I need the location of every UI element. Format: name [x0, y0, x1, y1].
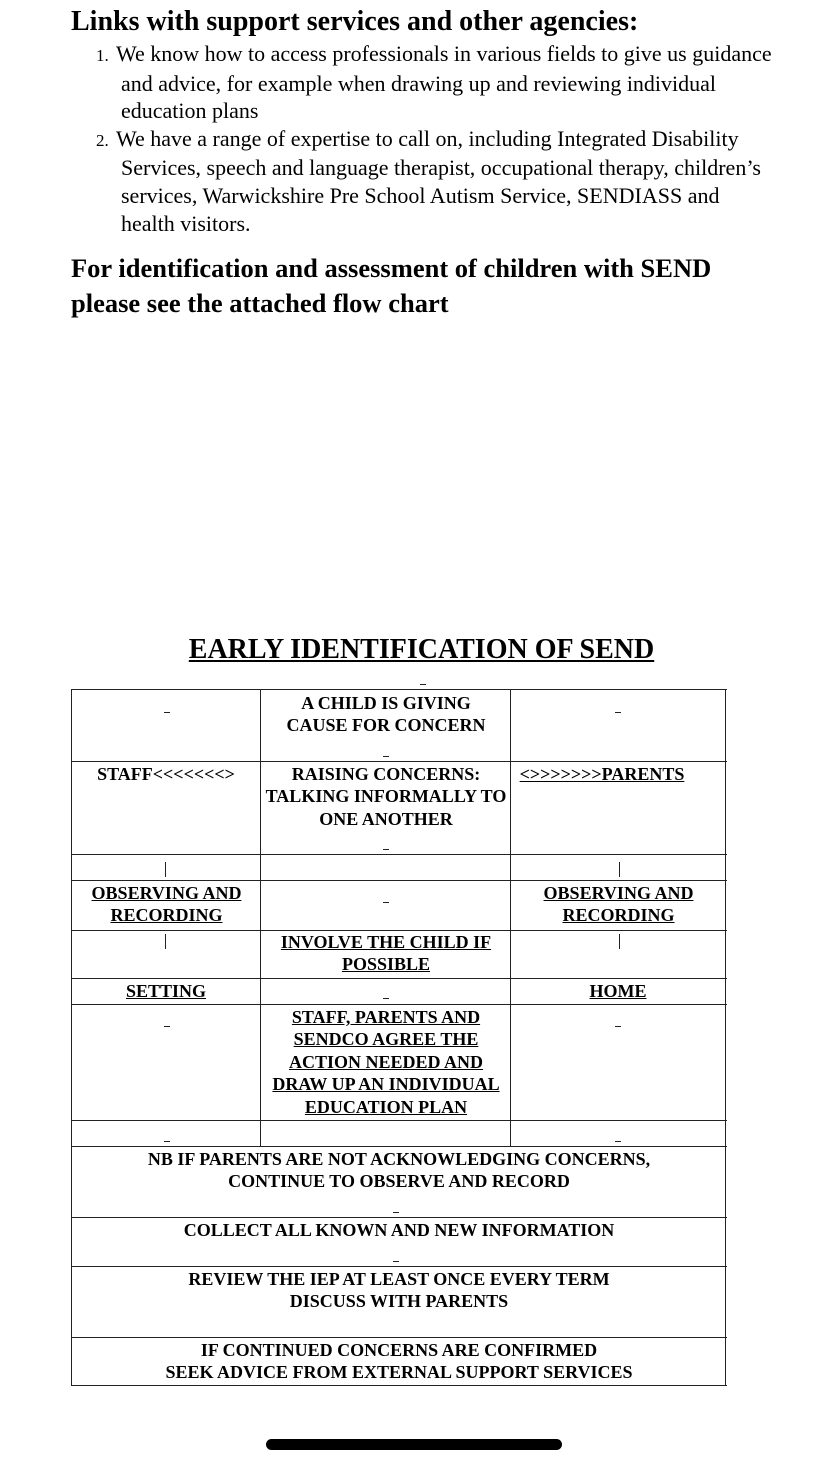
staff-cell: STAFF<<<<<<<>	[97, 764, 235, 784]
collect-info-cell: COLLECT ALL KNOWN AND NEW INFORMATION	[183, 1220, 615, 1240]
list-item-text: We know how to access professionals in various fields to give us guidance and advice, for example when drawing up and reviewing individual education plans	[116, 41, 772, 124]
nb-line-1: NB IF PARENTS ARE NOT ACKNOWLEDGING CONCERNS,	[147, 1149, 651, 1169]
dash-marker	[383, 998, 389, 999]
home-indicator[interactable]	[266, 1439, 562, 1450]
dash-marker	[383, 902, 389, 903]
pipe-marker	[165, 862, 166, 877]
pipe-marker	[619, 862, 620, 877]
continued-line-1: IF CONTINUED CONCERNS ARE CONFIRMED	[200, 1340, 598, 1360]
grid-line	[510, 689, 511, 1146]
review-line-2: DISCUSS WITH PARENTS	[289, 1291, 509, 1312]
review-line-1: REVIEW THE IEP AT LEAST ONCE EVERY TERM	[188, 1269, 610, 1289]
dash-marker	[383, 756, 389, 757]
pipe-marker	[165, 934, 166, 949]
list-item-text: We have a range of expertise to call on, including Integrated Disability Services, speech and language therapist, occupational therapy, children’s services, Warwickshire Pre School Autism Service, SENDIASS and health visitors.	[116, 125, 761, 236]
links-heading: Links with support services and other agencies:	[71, 6, 639, 37]
grid-line	[71, 1120, 727, 1121]
dash-marker	[615, 1141, 621, 1142]
identification-heading: For identification and assessment of children with SEND please see the attached flow chart	[71, 253, 712, 318]
dash-marker	[615, 712, 621, 713]
dash-marker	[383, 849, 389, 850]
agree-action-cell: STAFF, PARENTS AND SENDCO AGREE THE ACTION NEEDED AND DRAW UP AN INDIVIDUAL EDUCATION PLAN	[272, 1007, 500, 1117]
dash-marker	[393, 1261, 399, 1262]
list-number: 1.	[96, 46, 109, 65]
continued-concerns-cell	[72, 1339, 726, 1384]
concern-cell: A CHILD IS GIVING CAUSE FOR CONCERN	[286, 693, 486, 736]
dash-marker	[164, 1141, 170, 1142]
list-number: 2.	[96, 130, 109, 150]
observing-left-cell: OBSERVING AND RECORDING	[91, 883, 242, 926]
nb-line-2: CONTINUE TO OBSERVE AND RECORD	[228, 1171, 570, 1192]
dash-marker	[615, 1026, 621, 1027]
dash-marker	[164, 1026, 170, 1027]
grid-line	[71, 854, 727, 855]
home-cell: HOME	[589, 981, 647, 1001]
grid-line	[71, 1385, 727, 1386]
dash-marker	[393, 1212, 399, 1213]
grid-line	[71, 689, 727, 690]
parents-cell: <>>>>>>>PARENTS	[519, 764, 685, 784]
observing-right-cell: OBSERVING AND RECORDING	[543, 883, 694, 926]
involve-child-cell: INVOLVE THE CHILD IF POSSIBLE	[280, 932, 492, 975]
nb-parents-cell	[72, 1148, 726, 1193]
raising-concerns-cell: RAISING CONCERNS: TALKING INFORMALLY TO ONE ANOTHER	[265, 764, 507, 829]
flow-chart-title: EARLY IDENTIFICATION OF SEND	[188, 634, 655, 665]
dash-marker	[420, 684, 426, 685]
review-iep-cell	[72, 1268, 726, 1313]
setting-cell: SETTING	[125, 981, 207, 1001]
dash-marker	[164, 712, 170, 713]
pipe-marker	[619, 934, 620, 949]
continued-line-2: SEEK ADVICE FROM EXTERNAL SUPPORT SERVICES	[165, 1362, 633, 1383]
